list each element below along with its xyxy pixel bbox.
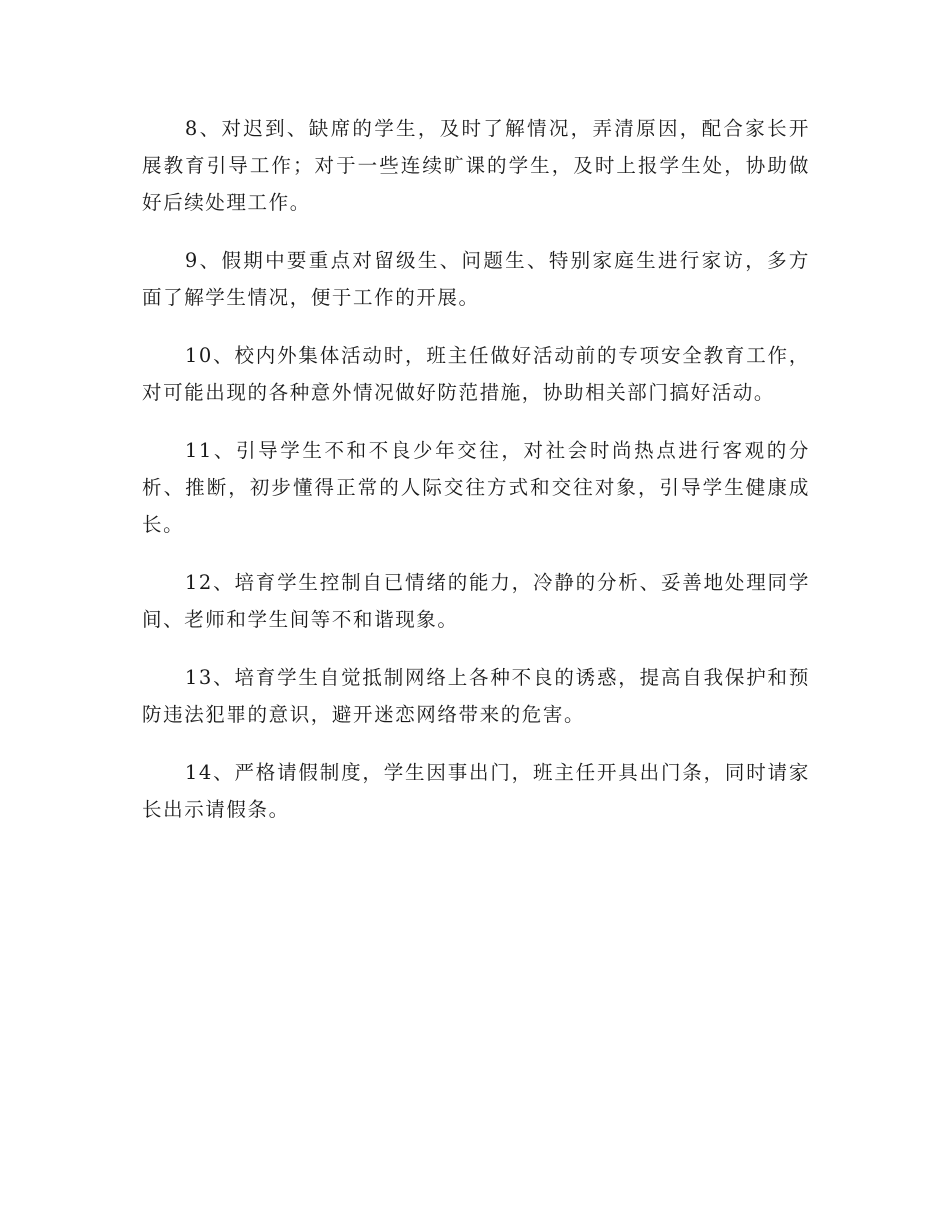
- paragraph-item-14: 14、严格请假制度，学生因事出门，班主任开具出门条，同时请家长出示请假条。: [142, 761, 810, 821]
- document-body: [142, 110, 810, 849]
- paragraph-item-13: 13、培育学生自觉抵制网络上各种不良的诱惑，提高自我保护和预防违法犯罪的意识，避开迷恋网络带来的危害。: [142, 666, 810, 726]
- paragraph-item-10: 10、校内外集体活动时，班主任做好活动前的专项安全教育工作，对可能出现的各种意外情况做好防范措施，协助相关部门搞好活动。: [142, 344, 810, 404]
- paragraph-item-9: 9、假期中要重点对留级生、问题生、特别家庭生进行家访，多方面了解学生情况，便于工作的开展。: [142, 249, 810, 309]
- paragraph-item-12: 12、培育学生控制自已情绪的能力，冷静的分析、妥善地处理同学间、老师和学生间等不和谐现象。: [142, 571, 810, 631]
- paragraph-item-11: 11、引导学生不和不良少年交往，对社会时尚热点进行客观的分析、推断，初步懂得正常的人际交往方式和交往对象，引导学生健康成长。: [142, 439, 810, 536]
- paragraph-item-8: 8、对迟到、缺席的学生，及时了解情况，弄清原因，配合家长开展教育引导工作；对于一些连续旷课的学生，及时上报学生处，协助做好后续处理工作。: [142, 117, 810, 214]
